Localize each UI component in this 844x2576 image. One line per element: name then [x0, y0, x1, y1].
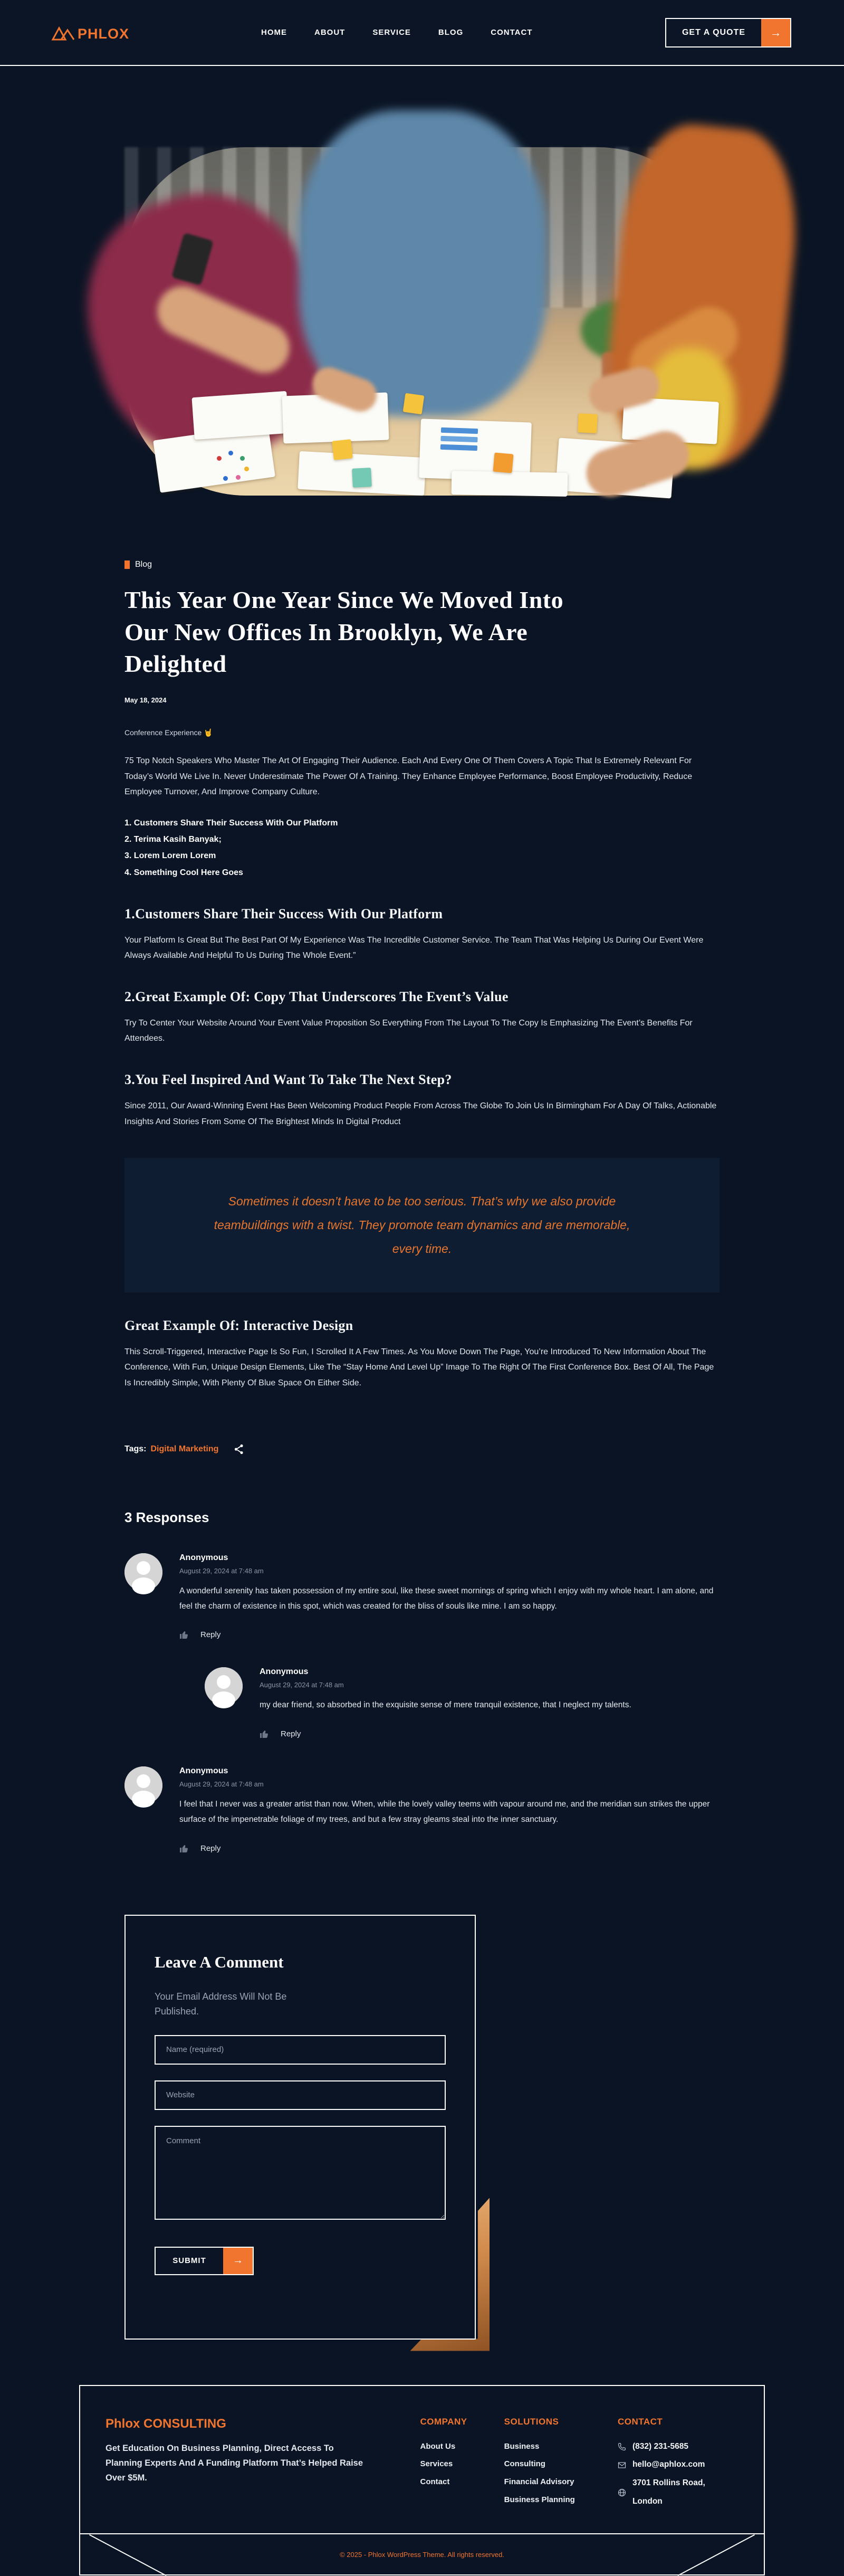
hero-paper-sheet: [191, 391, 289, 440]
section-body-2: Try To Center Your Website Around Your Event Value Proposition So Everything From The Layout To The Copy Is Emphasizing The Event’s Benefits For Attendees.: [124, 1018, 693, 1043]
reply-button[interactable]: Reply: [200, 1630, 221, 1640]
footer-column-solutions: [504, 2417, 581, 2512]
site-header: [0, 0, 844, 66]
footer-column-title: COMPANY: [420, 2416, 467, 2427]
submit-button[interactable]: [155, 2247, 254, 2275]
hero-diagram-dots: [217, 456, 222, 461]
comment-author: Anonymous: [179, 1553, 228, 1562]
list-item: 4. Something Cool Here Goes: [124, 868, 243, 877]
comment-field[interactable]: [155, 2126, 446, 2220]
person-icon: [205, 1667, 243, 1705]
copyright-text: © 2025 - Phlox WordPress Theme. All rights reserved.: [340, 2550, 504, 2559]
avatar: [124, 1766, 162, 1804]
section-body-1: Your Platform Is Great But The Best Part Of My Experience Was The Incredible Customer Service. The Team That Was Helping Us During Our Event Were Always Available And Helpful To Us During The Whole Event.”: [124, 935, 704, 961]
reply-row: [260, 1729, 720, 1739]
form-title: Leave A Comment: [155, 1952, 284, 1971]
hero-sticky-note: [352, 468, 372, 488]
hero-sticky-note: [578, 413, 598, 433]
mail-icon: [618, 2461, 626, 2469]
footer-links: [420, 2438, 467, 2491]
comment-body: [260, 1667, 720, 1738]
like-thumb-icon[interactable]: [260, 1729, 269, 1739]
globe-icon: [618, 2488, 626, 2497]
category-label[interactable]: Blog: [135, 560, 152, 569]
page-title: [124, 584, 720, 680]
tag-digital-marketing[interactable]: Digital Marketing: [150, 1444, 219, 1453]
footer-column-title: CONTACT: [617, 2416, 663, 2427]
arrow-right-icon: →: [223, 2248, 253, 2274]
footer-link-services[interactable]: Services: [420, 2459, 453, 2469]
section-heading-2: 2.Great Example Of: Copy That Underscores The Event’s Value: [124, 988, 509, 1004]
comment-body: [179, 1553, 720, 1640]
contact-address[interactable]: 3701 Rollins Road, London: [632, 2478, 705, 2506]
footer-description: Get Education On Business Planning, Direct Access To Planning Experts And A Funding Platform That’s Helped Raise Over $5M.: [106, 2443, 363, 2483]
list-item: 1. Customers Share Their Success With Our Platform: [124, 818, 338, 828]
footer-contact-rows: [618, 2438, 734, 2512]
avatar: [124, 1553, 162, 1591]
name-field[interactable]: [155, 2035, 446, 2065]
footer-link-contact[interactable]: Contact: [420, 2477, 450, 2487]
comment-author: Anonymous: [179, 1766, 228, 1775]
leave-comment-form: [124, 1915, 476, 2340]
comment-date: August 29, 2024 at 7:48 am: [179, 1566, 264, 1575]
share-icon[interactable]: [234, 1444, 244, 1455]
phone-icon: [618, 2442, 626, 2451]
category-marker: [124, 560, 130, 569]
comment-text: my dear friend, so absorbed in the exquisite sense of mere tranquil existence, that I neglect my talents.: [260, 1700, 631, 1710]
website-field[interactable]: [155, 2080, 446, 2110]
section-body-3: Since 2011, Our Award-Winning Event Has Been Welcoming Product People From Across The Globe To Join Us In Birmingham For A Day Of Talks, Actionable Insights And Stories From Some Of The Brightest Minds In Digital Product: [124, 1101, 717, 1126]
contact-email-row: [618, 2456, 734, 2474]
tags-label: Tags:: [124, 1444, 147, 1453]
person-icon: [124, 1766, 162, 1804]
arrow-right-icon: →: [761, 19, 790, 46]
numbered-list: [124, 815, 720, 881]
comment-item-1: [124, 1553, 720, 1640]
contact-address-row: [618, 2474, 734, 2511]
footer-link-financial-advisory[interactable]: Financial Advisory: [504, 2477, 574, 2487]
comment-date: August 29, 2024 at 7:48 am: [179, 1780, 264, 1788]
footer-main: [80, 2386, 764, 2534]
site-footer: [79, 2385, 765, 2576]
logo-text: PHLOX: [78, 25, 130, 42]
submit-label: SUBMIT: [172, 2256, 206, 2266]
section-heading-3: 3.You Feel Inspired And Want To Take The Next Step?: [124, 1072, 452, 1088]
contact-phone[interactable]: (832) 231-5685: [632, 2441, 688, 2451]
person-icon: [124, 1553, 162, 1591]
hero-sticky-note: [493, 452, 513, 473]
footer-links: [504, 2438, 581, 2509]
get-a-quote-button[interactable]: [665, 18, 791, 47]
hero-sticky-note: [332, 439, 353, 460]
footer-brand: Phlox CONSULTING: [106, 2416, 226, 2431]
footer-column-title: SOLUTIONS: [504, 2416, 559, 2427]
intro-paragraph: 75 Top Notch Speakers Who Master The Art Of Engaging Their Audience. Each And Every One Of Them Covers A Topic That Is Extremely Relevant For Today’s World We Live In. Never Underestimate The Power Of A Training. They Enhance Employee Performance, Boost Employee Productivity, Reduce Employee Turnover, And Improve Company Culture.: [124, 756, 693, 797]
footer-bottom-bar: [80, 2533, 764, 2574]
title-line: This Year One Year Since We Moved Into: [124, 586, 564, 613]
nav-about[interactable]: ABOUT: [314, 28, 346, 37]
article-content: [124, 560, 720, 2340]
footer-brand-column: [106, 2417, 373, 2512]
contact-phone-row: [618, 2438, 734, 2456]
nav-service[interactable]: SERVICE: [372, 28, 411, 37]
title-line: Delighted: [124, 650, 227, 678]
footer-column-company: [420, 2417, 467, 2512]
pullquote-text: Sometimes it doesn’t have to be too serious. That’s why we also provide teambuildings with a twist. They promote team dynamics and are memorable, every time.: [214, 1194, 630, 1256]
comment-author: Anonymous: [260, 1667, 309, 1677]
hero-paper-sheet: [452, 471, 568, 497]
form-note: Your Email Address Will Not Be Published.: [155, 1991, 287, 2017]
comment-text: A wonderful serenity has taken possession of my entire soul, like these sweet mornings of spring which I enjoy with my whole heart. I am alone, and feel the charm of existence in this spot, which was created for the bliss of souls like mine. I am so happy.: [179, 1586, 714, 1611]
section-heading-1: 1.Customers Share Their Success With Our Platform: [124, 906, 443, 921]
like-thumb-icon[interactable]: [179, 1630, 189, 1640]
list-item: 2. Terima Kasih Banyak;: [124, 835, 222, 844]
responses-title: 3 Responses: [124, 1509, 209, 1525]
get-a-quote-label: GET A QUOTE: [682, 27, 745, 37]
footer-link-about-us[interactable]: About Us: [420, 2441, 456, 2451]
like-thumb-icon[interactable]: [179, 1843, 189, 1853]
avatar: [205, 1667, 243, 1705]
reply-button[interactable]: Reply: [281, 1729, 301, 1738]
comment-body: [179, 1766, 720, 1853]
list-item: 3. Lorem Lorem Lorem: [124, 851, 216, 861]
closing-body: This Scroll-Triggered, Interactive Page Is So Fun, I Scrolled It A Few Times. As You Move Down The Page, You’re Introduced To New Information About The Conference, With Fun, Unique Design Elements, Like The “Stay Home And Level Up” Image To The Right Of The First Conference Box. Best Of All, The Page Is Incredibly Simple, With Plenty Of Blue Space On Either Side.: [124, 1347, 714, 1387]
main-nav: [261, 28, 532, 37]
tags-row: [124, 1444, 720, 1455]
closing-heading: Great Example Of: Interactive Design: [124, 1317, 353, 1333]
comment-form-wrapper: [124, 1915, 476, 2340]
pullquote-panel: [124, 1158, 720, 1292]
diagonal-line-decoration: [89, 2534, 167, 2576]
intro-label: Conference Experience 🤘: [124, 728, 213, 737]
hero-sticky-note: [403, 393, 425, 415]
phlox-logo[interactable]: [51, 24, 136, 42]
footer-link-business-planning[interactable]: Business Planning: [504, 2495, 575, 2504]
comment-text: I feel that I never was a greater artist than now. When, while the lovely valley teems with vapour around me, and the meridian sun strikes the upper surface of the impenetrable foliage of my trees, and but a few stray gleams steal into the inner sanctuary.: [179, 1799, 710, 1824]
comment-item-3: [124, 1766, 720, 1853]
post-date: May 18, 2024: [124, 696, 167, 705]
comment-date: August 29, 2024 at 7:48 am: [260, 1681, 344, 1689]
reply-row: [179, 1630, 720, 1640]
contact-email[interactable]: hello@aphlox.com: [632, 2460, 705, 2469]
footer-link-business-consulting[interactable]: Business Consulting: [504, 2441, 545, 2469]
mountains-logo-icon: [51, 24, 136, 42]
comment-item-2: [205, 1667, 720, 1738]
nav-contact[interactable]: CONTACT: [491, 28, 533, 37]
title-line: Our New Offices In Brooklyn, We Are: [124, 618, 528, 645]
nav-blog[interactable]: BLOG: [438, 28, 464, 37]
reply-button[interactable]: Reply: [200, 1843, 221, 1853]
nav-home[interactable]: HOME: [261, 28, 287, 37]
reply-row: [179, 1843, 720, 1853]
hero-image: [124, 147, 720, 496]
footer-column-contact: [618, 2417, 734, 2512]
category-row: [124, 560, 720, 569]
diagonal-line-decoration: [677, 2534, 755, 2576]
